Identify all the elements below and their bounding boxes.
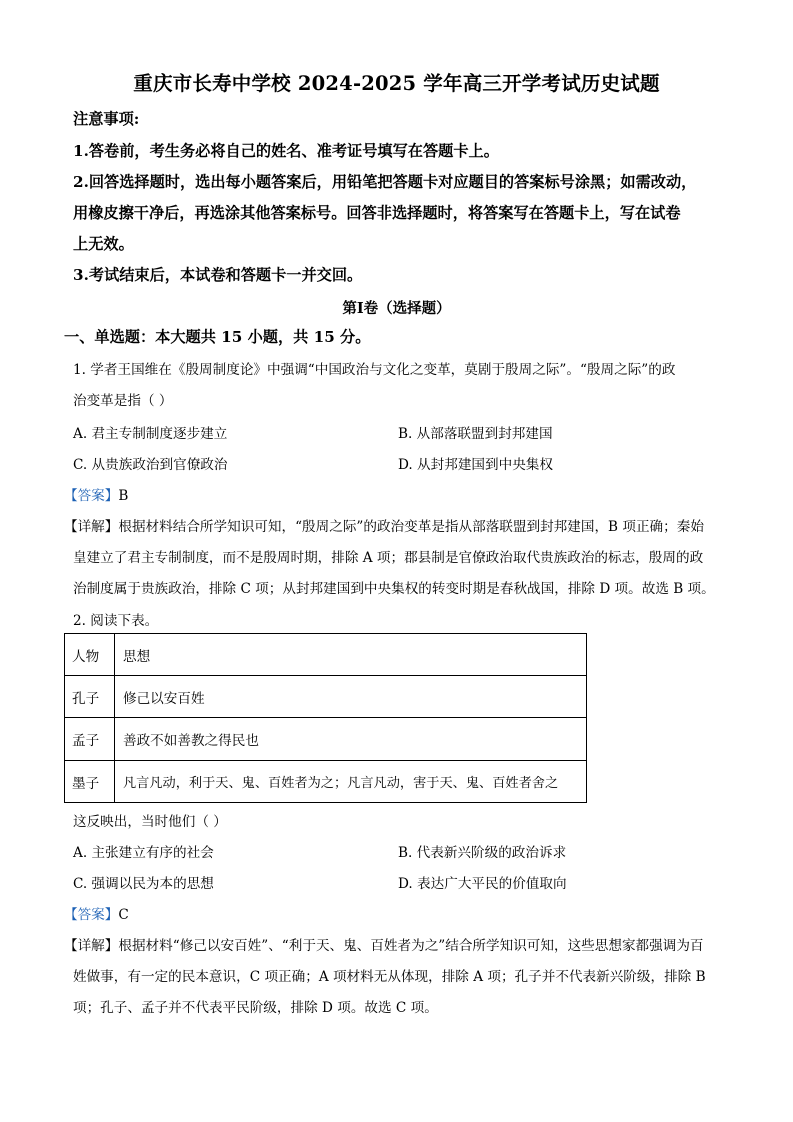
table-row xyxy=(65,634,587,676)
q1-option-d: D. 从封邦建国到中央集权 xyxy=(398,457,553,473)
table-cell-thought: 修己以安百姓 xyxy=(115,676,587,718)
q2-question: 这反映出，当时他们（ ） xyxy=(73,814,227,830)
table-cell-thought: 思想 xyxy=(115,634,587,676)
q2-option-c: C. 强调以民为本的思想 xyxy=(73,876,214,892)
notice-item-2c: 上无效。 xyxy=(73,235,134,253)
notice-item-2a: 2.回答选择题时，选出每小题答案后，用铅笔把答题卡对应题目的答案标号涂黑；如需改动， xyxy=(73,173,697,191)
table-cell-thought: 善政不如善教之得民也 xyxy=(115,718,587,761)
table-row xyxy=(65,676,587,718)
q2-option-a: A. 主张建立有序的社会 xyxy=(73,845,214,861)
q1-answer-tag: 【答案】 xyxy=(64,488,119,504)
q2-answer-tag: 【答案】 xyxy=(64,907,119,923)
q1-detail-line-2: 皇建立了君主专制制度，而不是殷周时期，排除 A 项；郡县制是官僚政治取代贵族政治的标志，殷周的政 xyxy=(73,550,704,566)
q1-stem-line-1: 1. 学者王国维在《殷周制度论》中强调“中国政治与文化之变革，莫剧于殷周之际”。“殷周之际”的政 xyxy=(73,362,676,378)
q1-option-a: A. 君主专制制度逐步建立 xyxy=(73,426,228,442)
q1-option-c: C. 从贵族政治到官僚政治 xyxy=(73,457,228,473)
q2-option-d: D. 表达广大平民的价值取向 xyxy=(398,876,567,892)
table-cell-person: 孔子 xyxy=(65,676,115,718)
q2-answer xyxy=(64,903,129,923)
notice-heading: 注意事项: xyxy=(73,110,140,128)
volume-title: 第Ⅰ卷（选择题） xyxy=(342,300,451,317)
q1-answer xyxy=(64,484,128,504)
notice-item-1: 1.答卷前，考生务必将自己的姓名、准考证号填写在答题卡上。 xyxy=(73,142,499,160)
q1-detail-line-3: 治制度属于贵族政治，排除 C 项；从封邦建国到中央集权的转变时期是春秋战国，排除 D 项。故选 B 项。 xyxy=(73,581,715,597)
table-cell-person: 孟子 xyxy=(65,718,115,761)
q2-option-b: B. 代表新兴阶级的政治诉求 xyxy=(398,845,567,861)
table-cell-thought: 凡言凡动，利于天、鬼、百姓者为之；凡言凡动，害于天、鬼、百姓者舍之 xyxy=(115,761,587,803)
q2-detail-line-1: 【详解】根据材料“修己以安百姓”、“利于天、鬼、百姓者为之”结合所学知识可知，这些思想家都强调为百 xyxy=(64,938,704,954)
notice-item-2b: 用橡皮擦干净后，再选涂其他答案标号。回答非选择题时，将答案写在答题卡上，写在试卷 xyxy=(73,204,681,222)
table-row xyxy=(65,718,587,761)
notice-item-3: 3.考试结束后，本试卷和答题卡一并交回。 xyxy=(73,266,363,284)
table-row xyxy=(65,761,587,803)
section-title: 一、单选题：本大题共 15 小题，共 15 分。 xyxy=(64,328,371,346)
table-cell-person: 人物 xyxy=(65,634,115,676)
q1-option-b: B. 从部落联盟到封邦建国 xyxy=(398,426,553,442)
exam-title: 重庆市长寿中学校 2024-2025 学年高三开学考试历史试题 xyxy=(133,72,660,95)
q2-detail-line-3: 项；孔子、孟子并不代表平民阶级，排除 D 项。故选 C 项。 xyxy=(73,1000,438,1016)
q1-detail-line-1: 【详解】根据材料结合所学知识可知，“殷周之际”的政治变革是指从部落联盟到封邦建国，B 项正确；秦始 xyxy=(64,519,704,535)
q2-stem: 2. 阅读下表。 xyxy=(73,613,159,629)
q1-answer-value: B xyxy=(118,488,129,504)
q2-answer-value: C xyxy=(118,907,129,923)
q1-stem-line-2: 治变革是指（ ） xyxy=(73,393,173,409)
thinkers-table xyxy=(64,633,587,803)
q2-detail-line-2: 姓做事，有一定的民本意识，C 项正确；A 项材料无从体现，排除 A 项；孔子并不代表新兴阶级，排除 B xyxy=(73,969,706,985)
table-cell-person: 墨子 xyxy=(65,761,115,803)
